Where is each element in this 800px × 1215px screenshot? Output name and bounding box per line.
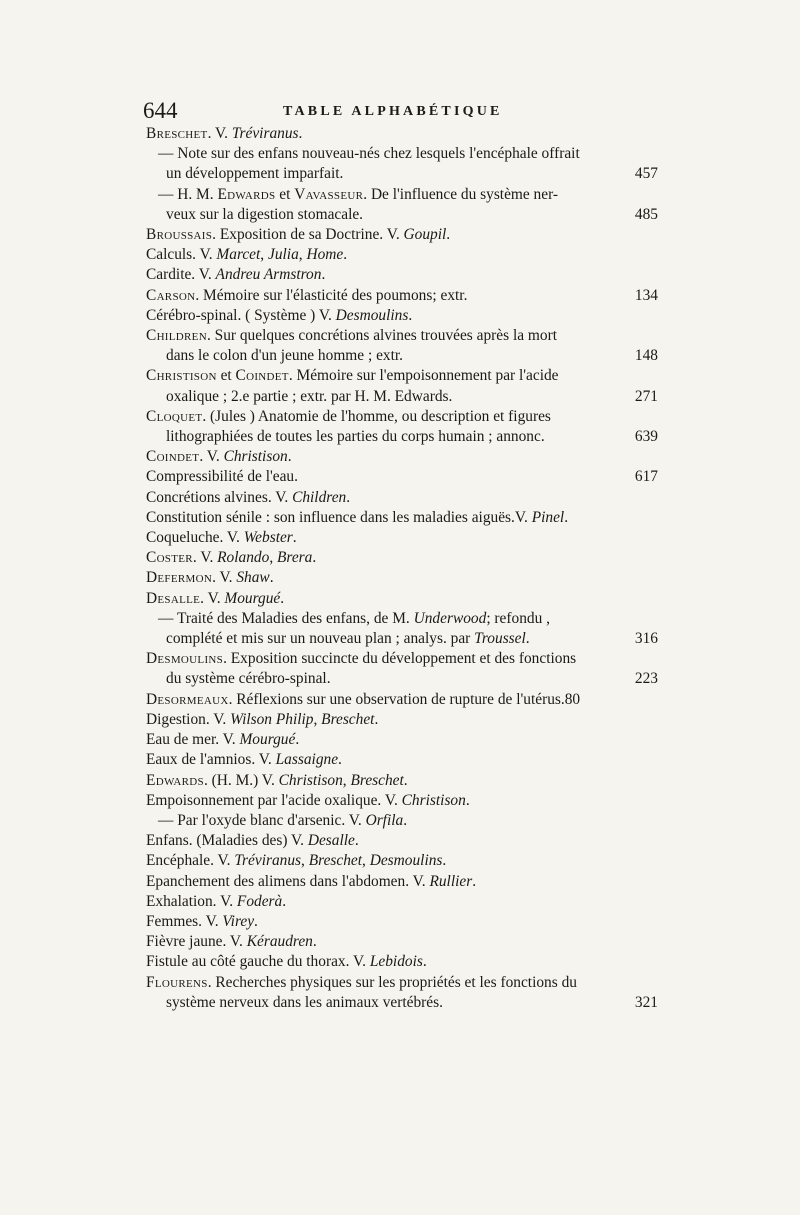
entry-text: dans le colon d'un jeune homme ; extr. [166, 347, 403, 365]
index-line [146, 750, 658, 770]
entry-text: — Par l'oxyde blanc d'arsenic. V. [158, 811, 366, 829]
index-line-text [146, 772, 408, 789]
author-name: Flourens [146, 973, 208, 991]
entry-text: . [403, 771, 408, 789]
index-line-text [146, 549, 316, 566]
index-line-text [166, 670, 331, 687]
cross-reference: Orfila [365, 811, 404, 829]
index-line-text [146, 873, 476, 890]
page-reference: 639 [634, 428, 658, 446]
cross-reference: Christison [278, 771, 343, 789]
cross-reference: Foderà [236, 892, 283, 910]
index-line [146, 144, 658, 164]
cross-reference: Desmoulins [335, 306, 409, 324]
entry-text: et [275, 185, 295, 203]
entry-text: . [282, 892, 287, 910]
entry-text: lithographiées de toutes les parties du corps humain ; annonc. [166, 428, 545, 446]
author-name: Breschet [146, 125, 208, 142]
index-line-text [146, 893, 286, 910]
entry-text: . V. [192, 549, 218, 567]
cross-reference: Rullier [429, 872, 473, 890]
index-line-text [146, 509, 568, 526]
index-line [146, 831, 658, 851]
author-name: Coindet [235, 367, 289, 385]
entry-text: . Exposition de sa Doctrine. V. [212, 226, 404, 244]
index-line [146, 872, 658, 892]
index-line [146, 952, 658, 972]
entry-text: Empoisonnement par l'acide oxalique. V. [146, 791, 402, 809]
index-line-text [146, 246, 347, 263]
entry-text: . [422, 953, 427, 971]
entry-text: . (H. M.) V. [203, 771, 279, 789]
entry-text: Exhalation. V. [146, 892, 237, 910]
index-line-text [166, 428, 545, 445]
entry-text: . [442, 852, 447, 870]
index-line [146, 488, 658, 508]
entry-text: . [287, 448, 292, 466]
entry-text: Cardite. V. [146, 266, 216, 284]
page-reference: 485 [634, 205, 658, 223]
entry-text: . [295, 731, 300, 749]
index-line [146, 528, 658, 548]
cross-reference: Mourgué [239, 731, 296, 749]
index-line [146, 629, 658, 649]
index-line-text [146, 266, 325, 283]
index-line-text [146, 448, 292, 465]
entry-text: . [472, 872, 477, 890]
cross-reference: Goupil [403, 226, 447, 244]
page-reference: 148 [634, 347, 658, 365]
index-line-text [146, 569, 274, 586]
entry-text: système nerveux dans les animaux vertébrés. [166, 993, 443, 1011]
cross-reference: Tréviranus [231, 125, 299, 142]
entry-text: du système cérébro-spinal. [166, 670, 331, 688]
index-line [146, 690, 658, 710]
author-name: Defermon [146, 569, 213, 587]
index-line [146, 427, 658, 447]
entry-text: . [408, 306, 413, 324]
index-line [146, 568, 658, 588]
entry-text: . Exposition succincte du développement et des fonctions [223, 650, 577, 668]
cross-reference: Wilson Philip [230, 710, 314, 728]
cross-reference: Tréviranus [234, 852, 302, 870]
page-reference: 617 [634, 468, 658, 486]
page-header [143, 98, 658, 124]
index-line-text [146, 650, 576, 667]
index-line [146, 306, 658, 326]
author-name: Children [146, 327, 207, 345]
index-line-text [146, 852, 446, 869]
index-line-text [146, 933, 317, 950]
entry-text: . [292, 529, 297, 547]
index-line [146, 346, 658, 366]
index-line [146, 912, 658, 932]
index-line [146, 771, 658, 791]
index-line [146, 164, 658, 184]
index-line-text [166, 165, 343, 182]
cross-reference: Brera [277, 549, 313, 567]
entry-text: Eau de mer. V. [146, 731, 240, 749]
entry-text: . [298, 125, 303, 142]
entry-text: Fièvre jaune. V. [146, 933, 247, 951]
entry-text: — Note sur des enfans nouveau-nés chez lesquels l'encéphale offrait [158, 145, 580, 163]
index-line [146, 326, 658, 346]
entry-text: , [298, 246, 307, 264]
index-line-text [166, 347, 403, 364]
index-line-text [146, 590, 284, 607]
index-line-text [146, 327, 557, 344]
entry-text: . V. [212, 569, 237, 587]
entry-text: . V. [200, 589, 225, 607]
entry-text: . [446, 226, 451, 244]
index-line-text [146, 529, 297, 546]
index-line-text [158, 610, 550, 627]
index-line-text [158, 186, 558, 203]
entry-text: , [362, 852, 370, 870]
entry-text: . [343, 246, 348, 264]
cross-reference: Rolando [217, 549, 270, 567]
entry-text: , [301, 852, 309, 870]
entry-text: . V. [207, 125, 232, 142]
cross-reference: Breschet [350, 771, 404, 789]
index-line [146, 710, 658, 730]
index-line-text [158, 145, 580, 162]
page-reference: 223 [634, 670, 658, 688]
entry-text: . Recherches physiques sur les propriétés et les fonctions du [207, 973, 577, 991]
cross-reference: Kéraudren [246, 933, 313, 951]
entry-text: Enfans. (Maladies des) V. [146, 832, 308, 850]
index-line [146, 245, 658, 265]
cross-reference: Children [292, 488, 347, 506]
entry-text: . [564, 508, 569, 526]
cross-reference: Virey [222, 912, 255, 930]
author-name: Vavasseur [294, 185, 364, 203]
entry-text: Eaux de l'amnios. V. [146, 751, 276, 769]
index-line [146, 185, 658, 205]
entry-text: , [260, 246, 268, 264]
entry-text: , [342, 771, 351, 789]
cross-reference: Underwood [413, 609, 487, 627]
entry-text: . [312, 549, 317, 567]
index-line [146, 973, 658, 993]
entry-text: complété et mis sur un nouveau plan ; analys. par [166, 630, 475, 648]
entry-text: . Sur quelques concrétions alvines trouvées après la mort [206, 327, 557, 345]
author-name: Desmoulins [146, 650, 224, 668]
index-line-text [146, 226, 450, 243]
entry-text: Digestion. V. [146, 710, 231, 728]
index-line-text [146, 711, 378, 728]
entry-text: , [269, 549, 278, 567]
index-line-text [146, 489, 350, 506]
entry-text: Encéphale. V. [146, 852, 235, 870]
index-entries [146, 124, 658, 1013]
index-line-text [146, 691, 580, 708]
author-name: Desormeaux [146, 690, 229, 708]
page-reference: 321 [634, 993, 658, 1011]
index-line [146, 892, 658, 912]
index-line-text [146, 751, 342, 768]
author-name: Christison [146, 367, 217, 385]
author-name: Cloquet [146, 407, 203, 425]
entry-text: veux sur la digestion stomacale. [166, 205, 364, 223]
page-reference: 271 [634, 387, 658, 405]
entry-text: . [374, 710, 379, 728]
entry-text: . [403, 811, 408, 829]
entry-text: . De l'influence du système ner- [363, 185, 559, 203]
entry-text: . [346, 488, 351, 506]
entry-text: . Réflexions sur une observation de rupture de l'utérus.80 [228, 690, 581, 708]
cross-reference: Mourgué [224, 589, 281, 607]
page-reference: 134 [634, 286, 658, 304]
index-line-text [146, 408, 551, 425]
cross-reference: Andreu Armstron [215, 266, 322, 284]
index-line [146, 669, 658, 689]
author-name: Coster [146, 549, 193, 567]
cross-reference: Desalle [307, 832, 355, 850]
index-line-text [146, 468, 298, 485]
index-line-text [146, 287, 467, 304]
index-line [146, 589, 658, 609]
entry-text: . [254, 912, 258, 930]
cross-reference: Lebidois [369, 953, 423, 971]
index-line-text [146, 367, 559, 384]
index-line-text [146, 913, 258, 930]
cross-reference: Lassaigne [275, 751, 339, 769]
index-line [146, 225, 658, 245]
cross-reference: Christison [401, 791, 466, 809]
entry-text: . [465, 791, 470, 809]
index-line [146, 609, 658, 629]
entry-text: — Traité des Maladies des enfans, de M. [158, 609, 414, 627]
entry-text: . [312, 933, 317, 951]
entry-text: Calculs. V. [146, 246, 217, 264]
index-line [146, 407, 658, 427]
author-name: Carson [146, 286, 196, 304]
index-line [146, 387, 658, 407]
entry-text: Concrétions alvines. V. [146, 488, 293, 506]
entry-text: Coqueluche. V. [146, 529, 244, 547]
entry-text: Cérébro-spinal. ( Système ) V. [146, 306, 336, 324]
index-line [146, 447, 658, 467]
entry-text: Constitution sénile : son influence dans les maladies aiguës.V. [146, 508, 532, 526]
page-reference: 457 [634, 165, 658, 183]
entry-text: Fistule au côté gauche du thorax. V. [146, 953, 370, 971]
entry-text: Femmes. V. [146, 912, 223, 930]
entry-text: Compressibilité de l'eau. [146, 468, 298, 486]
index-line-text [146, 974, 577, 991]
entry-text: . [280, 589, 285, 607]
entry-text: . (Jules ) Anatomie de l'homme, ou description et figures [202, 407, 551, 425]
entry-text: . Mémoire sur l'empoisonnement par l'acide [288, 367, 559, 385]
cross-reference: Home [306, 246, 344, 264]
index-line-text [146, 792, 470, 809]
index-line [146, 508, 658, 528]
cross-reference: Troussel [474, 630, 526, 648]
cross-reference: Marcet [216, 246, 261, 264]
entry-text: , [313, 710, 322, 728]
author-name: Edwards [217, 185, 276, 203]
author-name: Broussais [146, 226, 213, 244]
page-reference: 316 [634, 630, 658, 648]
entry-text: . V. [199, 448, 224, 466]
index-line-text [166, 630, 530, 647]
entry-text: . [338, 751, 342, 769]
index-line [146, 467, 658, 487]
entry-text: ; refondu , [486, 609, 550, 627]
index-line-text [146, 125, 302, 142]
author-name: Coindet [146, 448, 200, 466]
cross-reference: Breschet [308, 852, 363, 870]
index-line [146, 265, 658, 285]
entry-text: oxalique ; 2.e partie ; extr. par H. M. Edwards. [166, 387, 453, 405]
index-line [146, 993, 658, 1013]
entry-text: . [354, 832, 359, 850]
cross-reference: Desmoulins [369, 852, 443, 870]
entry-text: — H. M. [158, 185, 218, 203]
cross-reference: Julia [268, 246, 299, 264]
index-line-text [166, 388, 452, 405]
index-line-text [146, 731, 299, 748]
entry-text: . [525, 630, 530, 648]
index-line [146, 730, 658, 750]
index-line [146, 205, 658, 225]
entry-text: . [321, 266, 326, 284]
index-line [146, 286, 658, 306]
index-line-text [146, 953, 427, 970]
index-line [146, 366, 658, 386]
author-name: Edwards [146, 771, 204, 789]
cross-reference: Breschet [321, 710, 375, 728]
entry-text: . Mémoire sur l'élasticité des poumons; extr. [195, 286, 468, 304]
entry-text: . [269, 569, 274, 587]
index-line [146, 932, 658, 952]
index-line [146, 649, 658, 669]
index-line-text [146, 832, 359, 849]
entry-text: un développement imparfait. [166, 165, 344, 183]
index-line [146, 811, 658, 831]
index-line [146, 851, 658, 871]
running-title: TABLE ALPHABÉTIQUE [283, 104, 503, 119]
cross-reference: Pinel [531, 508, 565, 526]
index-line-text [146, 307, 412, 324]
cross-reference: Shaw [236, 569, 270, 587]
index-line [146, 791, 658, 811]
index-line-text [158, 812, 407, 829]
page-number: 644 [143, 98, 178, 123]
index-line-text [166, 994, 443, 1011]
author-name: Desalle [146, 589, 201, 607]
index-line [146, 548, 658, 568]
index-line [146, 124, 658, 144]
cross-reference: Christison [223, 448, 288, 466]
index-line-text [166, 206, 363, 223]
entry-text: et [216, 367, 236, 385]
entry-text: Epanchement des alimens dans l'abdomen. V. [146, 872, 430, 890]
cross-reference: Webster [243, 529, 293, 547]
